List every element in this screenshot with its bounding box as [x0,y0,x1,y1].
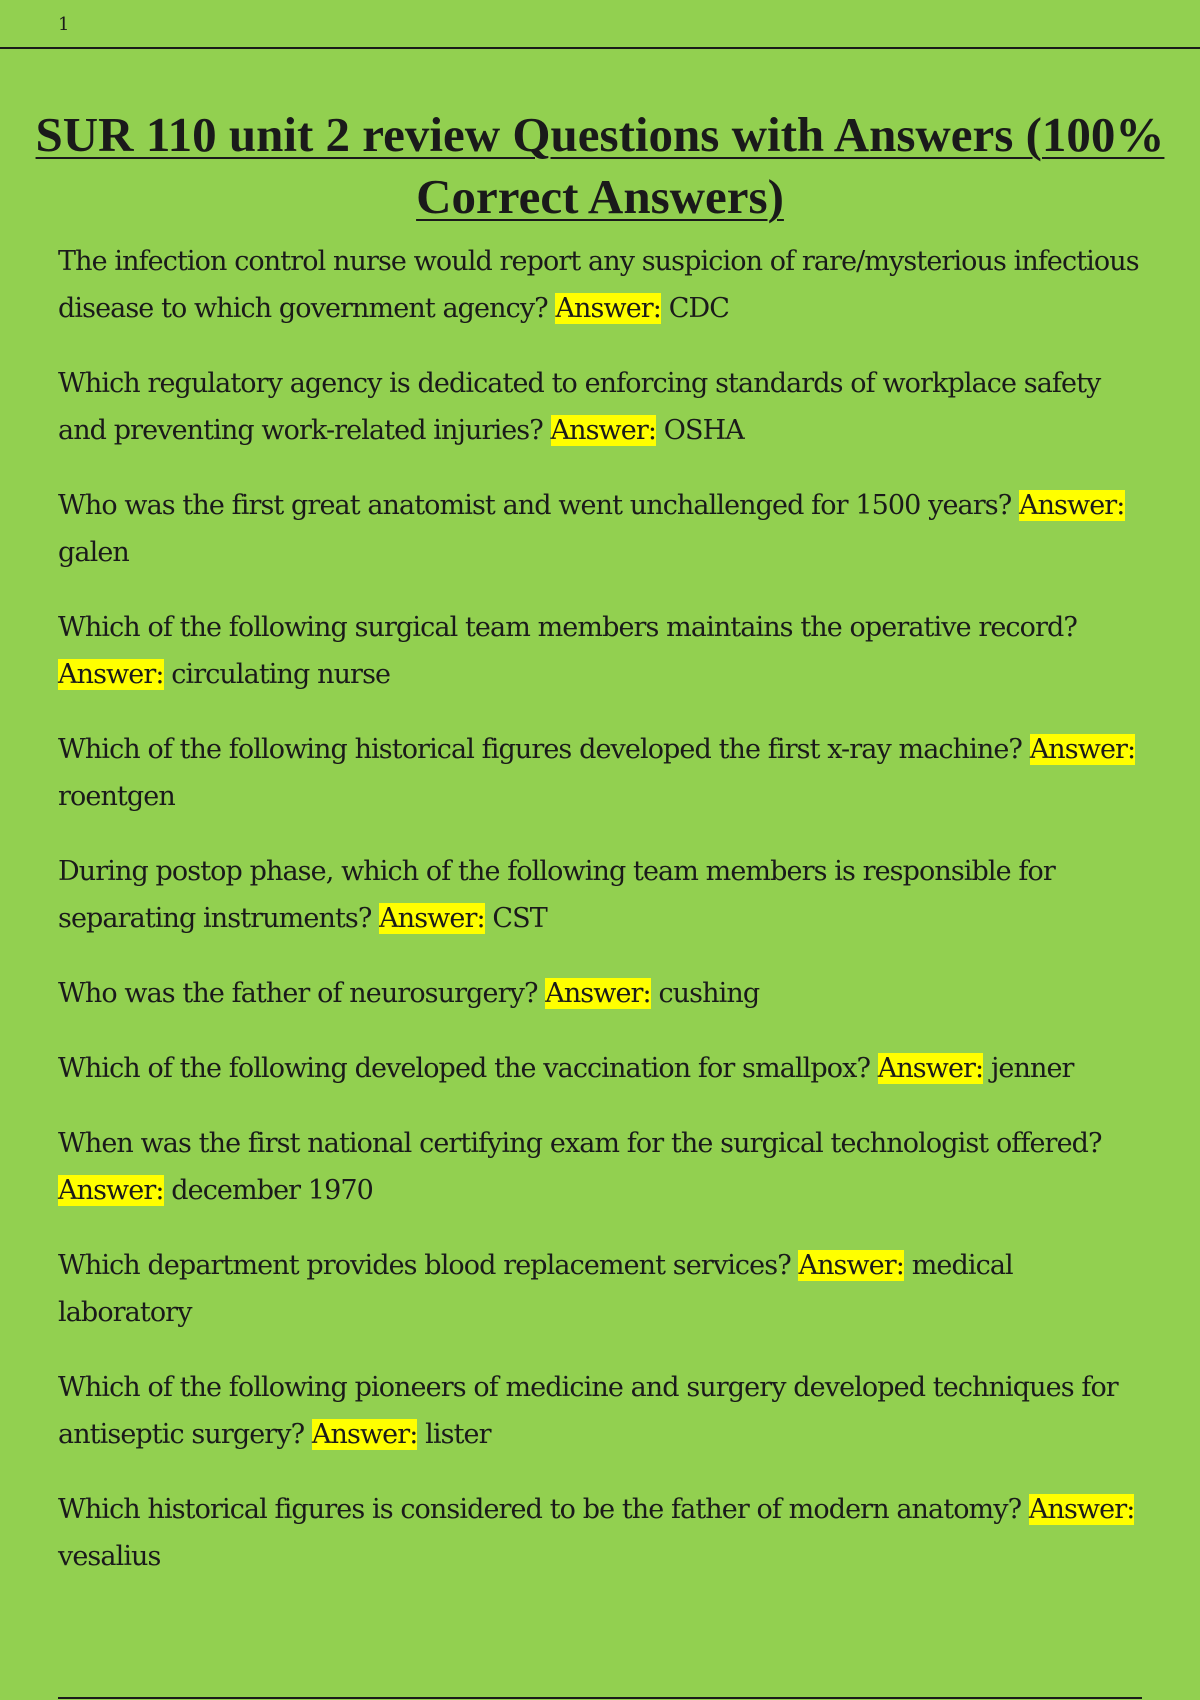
answer-text: lister [425,1419,491,1450]
answer-text: vesalius [58,1541,161,1572]
answer-label: Answer: [545,978,651,1009]
question-text: Who was the first great anatomist and went unchallenged for 1500 years? [58,490,1012,521]
question-item [58,1045,1148,1092]
page-header [0,0,1200,49]
question-text: Who was the father of neurosurgery? [58,978,538,1009]
question-text: Which of the following developed the vaccination for smallpox? [58,1053,871,1084]
question-item [58,1120,1148,1214]
question-item [58,1364,1148,1458]
answer-label: Answer: [555,293,661,324]
question-list [58,238,1148,1608]
answer-label: Answer: [877,1053,984,1084]
answer-text: roentgen [58,781,175,812]
question-text: Which of the following pioneers of medicine and surgery developed techniques for antiseptic surgery? [58,1372,1118,1450]
question-item [58,848,1148,942]
answer-label: Answer: [1029,734,1136,765]
question-text: Which department provides blood replacement services? [58,1250,791,1281]
answer-text: jenner [990,1053,1074,1084]
footer-divider [58,1697,1142,1699]
answer-label: Answer: [1028,1494,1135,1525]
question-item [58,1486,1148,1580]
question-text: The infection control nurse would report any suspicion of rare/mysterious infectious disease to which government agency? [58,246,1139,324]
question-item [58,238,1148,332]
answer-text: CDC [668,293,729,324]
answer-text: medical laboratory [58,1250,1013,1328]
page-number: 1 [58,14,70,35]
question-item [58,604,1148,698]
answer-label: Answer: [311,1419,418,1450]
question-item [58,360,1148,454]
answer-text: december 1970 [171,1175,373,1206]
answer-text: OSHA [663,415,744,446]
question-item [58,970,1148,1017]
answer-text: galen [58,537,129,568]
question-item [58,1242,1148,1336]
question-text: When was the first national certifying exam for the surgical technologist offered? [58,1128,1102,1159]
answer-text: CST [492,903,547,934]
answer-label: Answer: [798,1250,905,1281]
answer-label: Answer: [58,1175,164,1206]
question-text: Which of the following historical figures developed the first x-ray machine? [58,734,1023,765]
answer-label: Answer: [379,903,485,934]
answer-label: Answer: [58,659,164,690]
answer-label: Answer: [550,415,657,446]
question-item [58,726,1148,820]
question-text: During postop phase, which of the following team members is responsible for separating instruments? [58,856,1055,934]
question-text: Which historical figures is considered to be the father of modern anatomy? [58,1494,1022,1525]
answer-label: Answer: [1018,490,1125,521]
answer-text: cushing [658,978,760,1009]
question-text: Which of the following surgical team members maintains the operative record? [58,612,1077,643]
answer-text: circulating nurse [171,659,391,690]
question-text: Which regulatory agency is dedicated to enforcing standards of workplace safety and preventing work-related injuries? [58,368,1101,446]
question-item [58,482,1148,576]
document-title: SUR 110 unit 2 review Questions with Answers (100% Correct Answers) [35,107,1165,224]
